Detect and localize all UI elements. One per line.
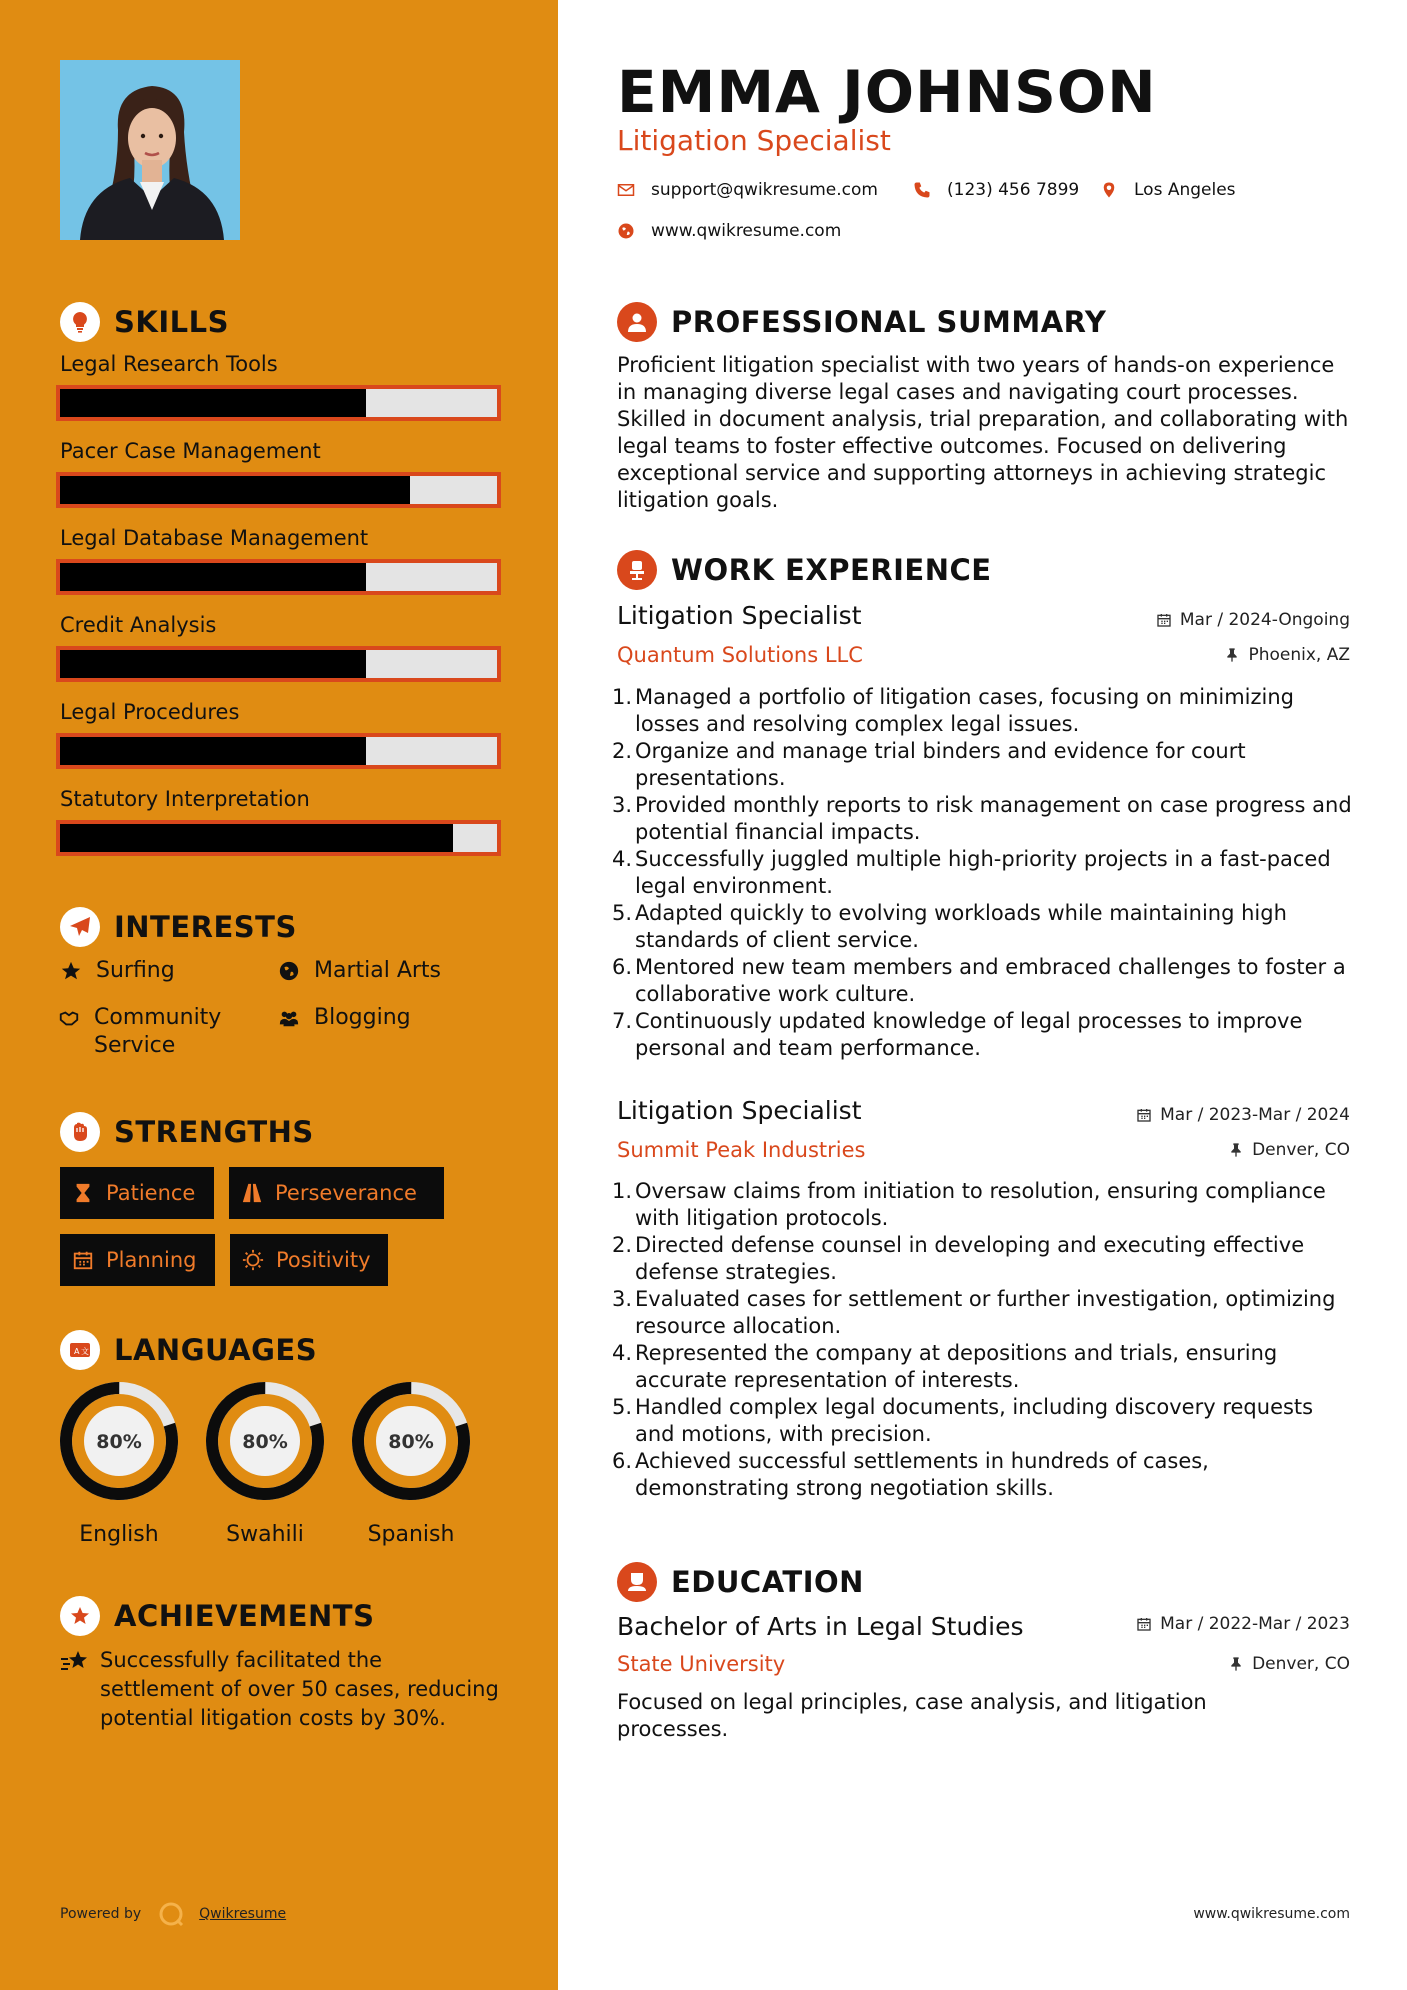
- duty-text: Handled complex legal documents, including discovery requests and motions, with precision.: [635, 1395, 1314, 1446]
- duty-text: Successfully juggled multiple high-priority projects in a fast-paced legal environment.: [635, 847, 1331, 898]
- skill-bar-fill: [60, 563, 366, 591]
- calendar-icon: [72, 1249, 94, 1271]
- strength-label: Patience: [106, 1181, 196, 1205]
- duty-text: Achieved successful settlements in hundreds of cases, demonstrating strong negotiation skills.: [635, 1449, 1209, 1500]
- duty-text: Represented the company at depositions and trials, ensuring accurate representation of interests.: [635, 1341, 1278, 1392]
- language-item: [58, 1380, 180, 1547]
- duty-item: 3. Evaluated cases for settlement or further investigation, optimizing resource allocation.: [612, 1286, 1352, 1340]
- duty-text: Mentored new team members and embraced challenges to foster a collaborative work culture.: [635, 955, 1346, 1006]
- interest-item: [278, 957, 441, 985]
- website-contact: [617, 221, 841, 241]
- skills-heading: [60, 302, 229, 342]
- duty-item: 2. Organize and manage trial binders and evidence for court presentations.: [612, 738, 1352, 792]
- phone-text: (123) 456 7899: [947, 180, 1080, 200]
- duty-text: Adapted quickly to evolving workloads while maintaining high standards of client service.: [635, 901, 1287, 952]
- strength-badge: [230, 1234, 388, 1286]
- interest-label: Martial Arts: [314, 958, 442, 983]
- summary-text: Proficient litigation specialist with two years of hands-on experience in managing diverse legal cases and navigating court processes. Skilled in document analysis, trial preparation, and collaborating with legal teams to foster effective outcomes. Focused on delivering exceptional service and supporting attorneys in achieving strategic litigation goals.: [617, 353, 1349, 512]
- star-icon: [60, 957, 86, 985]
- calendar-icon: [1156, 612, 1172, 628]
- road-icon: [241, 1182, 263, 1204]
- footer-url[interactable]: www.qwikresume.com: [1193, 1906, 1350, 1922]
- globe-icon: [617, 222, 635, 240]
- duty-item: 6. Mentored new team members and embraced challenges to foster a collaborative work culture.: [612, 954, 1352, 1008]
- language-level: 80%: [96, 1431, 142, 1453]
- skill-bar: [56, 559, 501, 595]
- strength-badge: [60, 1234, 215, 1286]
- profile-photo: [60, 60, 240, 240]
- skill-bar: [56, 646, 501, 682]
- website-text[interactable]: www.qwikresume.com: [651, 221, 842, 241]
- svg-text:A: A: [74, 1347, 80, 1356]
- skill-bar: [56, 820, 501, 856]
- interest-item: [278, 1004, 411, 1032]
- language-item: [204, 1380, 326, 1547]
- duty-text: Provided monthly reports to risk management on case progress and potential financial impacts.: [635, 793, 1352, 844]
- achievement-text: Successfully facilitated the settlement of over 50 cases, reducing potential litigation costs by 30%.: [100, 1648, 499, 1730]
- language-progress-ring: [350, 1380, 472, 1502]
- skill-bar-fill: [60, 824, 453, 852]
- summary-heading: [617, 302, 1106, 342]
- language-level: 80%: [388, 1431, 434, 1453]
- language-name: English: [79, 1522, 159, 1547]
- skills-title: SKILLS: [114, 305, 229, 339]
- languages-heading: [60, 1330, 317, 1370]
- skill-bar: [56, 472, 501, 508]
- skill-label: Pacer Case Management: [60, 439, 321, 463]
- duty-item: 1. Managed a portfolio of litigation cases, focusing on minimizing losses and resolving complex legal issues.: [612, 684, 1352, 738]
- duty-item: 4. Successfully juggled multiple high-priority projects in a fast-paced legal environment.: [612, 846, 1352, 900]
- skill-label: Legal Database Management: [60, 526, 369, 550]
- candidate-name: EMMA JOHNSON: [617, 58, 1157, 126]
- duty-text: Directed defense counsel in developing and executing effective defense strategies.: [635, 1233, 1305, 1284]
- strengths-heading: [60, 1112, 314, 1152]
- email-contact: [617, 180, 878, 200]
- skill-label: Statutory Interpretation: [60, 787, 310, 811]
- language-name: Swahili: [226, 1522, 304, 1547]
- job-duties-list: [612, 1178, 1352, 1502]
- globe-icon: [278, 957, 304, 985]
- skill-bar: [56, 733, 501, 769]
- education-title: EDUCATION: [671, 1565, 864, 1599]
- education-dates-text: Mar / 2022-Mar / 2023: [1160, 1614, 1350, 1634]
- email-text[interactable]: support@qwikresume.com: [651, 180, 878, 200]
- pushpin-icon: [1224, 647, 1240, 663]
- job-location-text: Denver, CO: [1252, 1140, 1350, 1160]
- education-location: [1228, 1654, 1350, 1674]
- strength-label: Perseverance: [275, 1181, 417, 1205]
- shooting-star-icon: [60, 1646, 90, 1733]
- phone-contact: [913, 180, 1079, 200]
- skill-label: Legal Procedures: [60, 700, 240, 724]
- duty-item: 7. Continuously updated knowledge of legal processes to improve personal and team performance.: [612, 1008, 1352, 1062]
- graduate-icon: [617, 1562, 657, 1602]
- education-text: Focused on legal principles, case analysis, and litigation processes.: [617, 1690, 1207, 1741]
- strength-label: Planning: [106, 1248, 197, 1272]
- skill-bar-fill: [60, 389, 366, 417]
- strength-label: Positivity: [276, 1248, 371, 1272]
- svg-text:文: 文: [81, 1347, 89, 1356]
- interest-item: [58, 1004, 221, 1060]
- achievement-item: [60, 1646, 500, 1733]
- envelope-icon: [617, 181, 635, 199]
- duty-item: 5. Adapted quickly to evolving workloads while maintaining high standards of client service.: [612, 900, 1352, 954]
- job-dates-text: Mar / 2023-Mar / 2024: [1160, 1105, 1350, 1125]
- hourglass-icon: [72, 1182, 94, 1204]
- interests-title: INTERESTS: [114, 910, 297, 944]
- paper-plane-icon: [60, 907, 100, 947]
- job-location: [1224, 645, 1350, 665]
- job-dates-text: Mar / 2024-Ongoing: [1179, 610, 1350, 630]
- company-name: Summit Peak Industries: [617, 1138, 866, 1162]
- skill-bar-fill: [60, 650, 366, 678]
- duty-text: Oversaw claims from initiation to resolution, ensuring compliance with litigation protocols.: [635, 1179, 1326, 1230]
- phone-icon: [913, 181, 931, 199]
- interest-label: Surfing: [96, 958, 175, 983]
- duty-item: 4. Represented the company at depositions and trials, ensuring accurate representation of interests.: [612, 1340, 1352, 1394]
- job-title: Litigation Specialist: [617, 1096, 862, 1125]
- achievements-title: ACHIEVEMENTS: [114, 1599, 375, 1633]
- location-text: Los Angeles: [1134, 180, 1236, 200]
- map-pin-icon: [1100, 181, 1118, 199]
- calendar-icon: [1136, 1616, 1152, 1632]
- school-name: State University: [617, 1652, 786, 1676]
- location-contact: [1100, 180, 1236, 200]
- language-progress-ring: [58, 1380, 180, 1502]
- handshake-icon: [58, 1004, 84, 1032]
- duty-text: Continuously updated knowledge of legal processes to improve personal and team performance.: [635, 1009, 1303, 1060]
- skill-label: Legal Research Tools: [60, 352, 278, 376]
- office-chair-icon: [617, 550, 657, 590]
- interest-item: [60, 957, 175, 985]
- achievements-heading: [60, 1596, 374, 1636]
- duty-item: 5. Handled complex legal documents, including discovery requests and motions, with precision.: [612, 1394, 1352, 1448]
- fist-icon: [60, 1112, 100, 1152]
- qwikresume-logo-icon: [157, 1900, 185, 1928]
- duty-item: 2. Directed defense counsel in developing and executing effective defense strategies.: [612, 1232, 1352, 1286]
- summary-title: PROFESSIONAL SUMMARY: [671, 305, 1107, 339]
- users-icon: [278, 1004, 304, 1032]
- company-name: Quantum Solutions LLC: [617, 643, 863, 667]
- duty-text: Organize and manage trial binders and evidence for court presentations.: [635, 739, 1246, 790]
- languages-title: LANGUAGES: [114, 1333, 318, 1367]
- education-heading: [617, 1562, 864, 1602]
- interest-label: Blogging: [314, 1005, 411, 1030]
- strength-badge: [60, 1167, 214, 1219]
- job-title: Litigation Specialist: [617, 601, 862, 630]
- interest-label: Community Service: [94, 1005, 222, 1058]
- language-item: [350, 1380, 472, 1547]
- duty-item: 3. Provided monthly reports to risk management on case progress and potential financial impacts.: [612, 793, 1352, 844]
- language-name: Spanish: [367, 1522, 455, 1547]
- lightbulb-icon: [60, 302, 100, 342]
- job-location: [1228, 1140, 1350, 1160]
- strengths-title: STRENGTHS: [114, 1115, 314, 1149]
- job-dates: [1156, 610, 1350, 630]
- education-dates: [1136, 1614, 1350, 1634]
- language-icon: [60, 1330, 100, 1370]
- job-location-text: Phoenix, AZ: [1248, 645, 1350, 665]
- skill-bar-fill: [60, 737, 366, 765]
- sun-icon: [242, 1249, 264, 1271]
- skill-bar-fill: [60, 476, 410, 504]
- brand-link[interactable]: Qwikresume: [199, 1906, 287, 1922]
- experience-title: WORK EXPERIENCE: [671, 553, 992, 587]
- person-portrait-icon: [60, 60, 240, 240]
- powered-by: [60, 1900, 286, 1928]
- job-dates: [1136, 1105, 1350, 1125]
- experience-heading: [617, 550, 992, 590]
- sidebar: [0, 0, 558, 1990]
- degree-title: Bachelor of Arts in Legal Studies: [617, 1612, 1024, 1641]
- powered-by-label: Powered by: [60, 1906, 142, 1922]
- language-progress-ring: [204, 1380, 326, 1502]
- strength-badge: [229, 1167, 444, 1219]
- calendar-icon: [1136, 1107, 1152, 1123]
- pushpin-icon: [1228, 1656, 1244, 1672]
- skill-label: Credit Analysis: [60, 613, 217, 637]
- candidate-role: Litigation Specialist: [617, 124, 891, 157]
- award-star-icon: [60, 1596, 100, 1636]
- language-level: 80%: [242, 1431, 288, 1453]
- skill-bar: [56, 385, 501, 421]
- duty-text: Evaluated cases for settlement or further investigation, optimizing resource allocation.: [635, 1287, 1336, 1338]
- interests-heading: [60, 907, 297, 947]
- pushpin-icon: [1228, 1142, 1244, 1158]
- duty-item: 6. Achieved successful settlements in hundreds of cases, demonstrating strong negotiation skills.: [612, 1448, 1352, 1502]
- user-icon: [617, 302, 657, 342]
- duty-text: Managed a portfolio of litigation cases, focusing on minimizing losses and resolving complex legal issues.: [635, 685, 1295, 736]
- duty-item: 1. Oversaw claims from initiation to resolution, ensuring compliance with litigation protocols.: [612, 1178, 1352, 1232]
- education-location-text: Denver, CO: [1252, 1654, 1350, 1674]
- job-duties-list: [612, 684, 1352, 1062]
